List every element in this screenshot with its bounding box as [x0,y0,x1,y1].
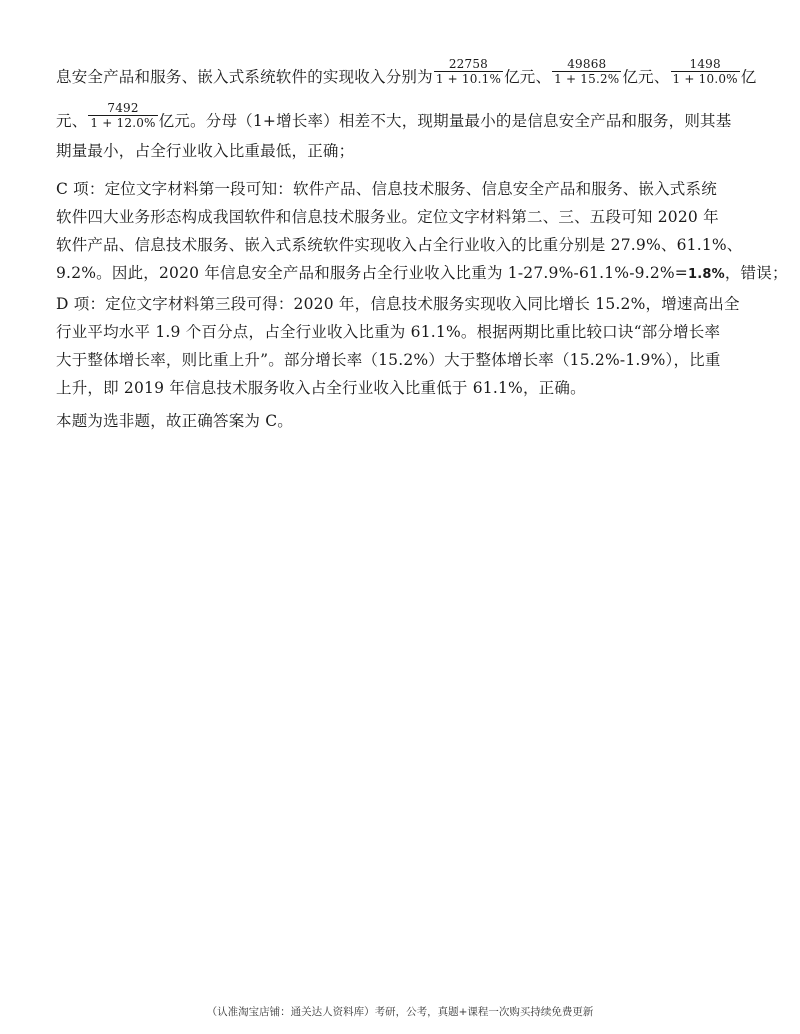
fraction-3 [671,58,740,86]
fraction-1 [434,58,503,86]
paragraph-d-line-2: 行业平均水平 1.9 个百分点，占全行业收入比重为 61.1%。根据两期比重比较口诀“部分增长率 [56,323,721,341]
fraction-numerator: 1498 [689,57,721,71]
paragraph-c-line-4 [56,262,788,286]
text: 元、 [56,112,88,130]
page-footer: （认准淘宝店铺：通关达人资料库）考研，公考，真题+课程一次购买持续免费更新 [206,1006,594,1018]
text: 分母（1+增长率）相差不大，现期量最小的是信息安全产品和服务，则其基 [205,112,732,130]
paragraph-c-line-1: C 项：定位文字材料第一段可知：软件产品、信息技术服务、信息安全产品和服务、嵌入式系统 [56,180,717,198]
paragraph-b-line-3: 期量最小，占全行业收入比重最低，正确； [56,142,355,160]
fraction-numerator: 7492 [107,101,139,115]
unit-text: 亿元、 [504,68,552,86]
paragraph-b-line-2 [56,101,732,136]
paragraph-d-line-4: 上升，即 2019 年信息技术服务收入占全行业收入比重低于 61.1%，正确。 [56,379,586,397]
unit-text: 亿元、 [622,68,670,86]
paragraph-c-line-2: 软件四大业务形态构成我国软件和信息技术服务业。定位文字材料第二、三、五段可知 2020 年 [56,208,719,226]
text: ，错误； [724,264,788,282]
fraction-denominator: 1 + 10.0% [672,72,738,86]
fraction-numerator: 22758 [448,57,489,71]
paragraph-b-line-1 [56,57,757,92]
paragraph-d-line-1: D 项：定位文字材料第三段可得：2020 年，信息技术服务实现收入同比增长 15.2%，增速高出全 [56,295,740,313]
answer-value: 1.8% [688,267,725,282]
paragraph-d-line-3: 大于整体增长率，则比重上升”。部分增长率（15.2%）大于整体增长率（15.2%-1.9%），比重 [56,351,721,369]
fraction-denominator: 1 + 12.0% [90,116,156,130]
fraction-denominator: 1 + 10.1% [435,72,502,86]
fraction-2 [552,58,621,86]
text: 9.2%。因此，2020 年信息安全产品和服务占全行业收入比重为 1-27.9%-61.1%-9.2%= [56,264,688,282]
conclusion-line: 本题为选非题，故正确答案为 C。 [56,412,293,430]
text: 息安全产品和服务、嵌入式系统软件的实现收入分别为 [56,68,433,86]
fraction-numerator: 49868 [567,57,607,71]
unit-text: 亿 [740,68,757,86]
paragraph-c-line-3: 软件产品、信息技术服务、嵌入式系统软件实现收入占全行业收入的比重分别是 27.9%、61.1%、 [56,236,743,254]
fraction-4 [88,102,157,130]
fraction-denominator: 1 + 15.2% [554,72,620,86]
unit-text: 亿元。 [158,112,206,130]
